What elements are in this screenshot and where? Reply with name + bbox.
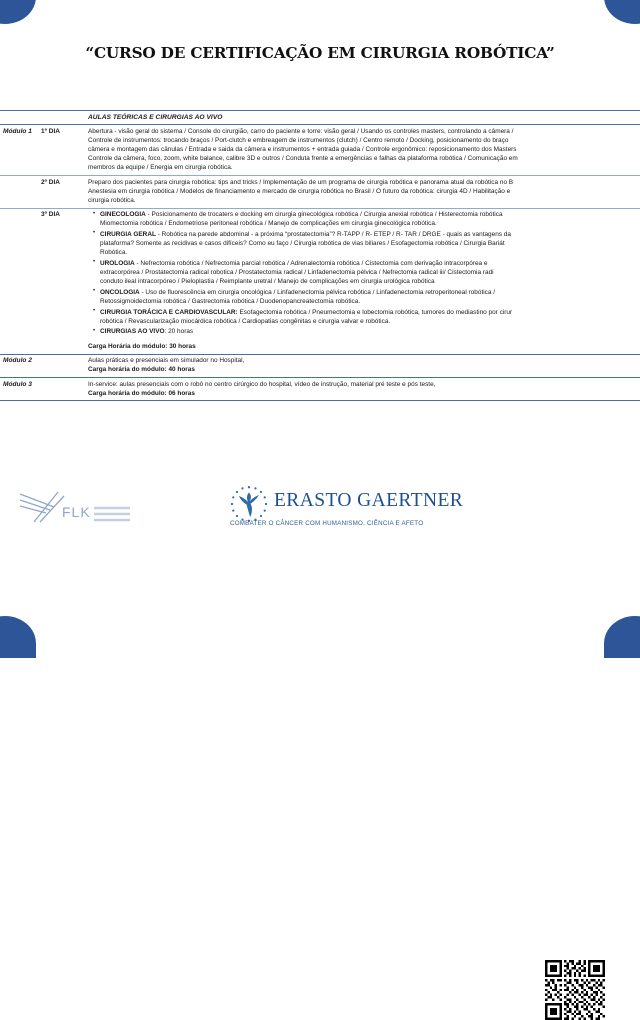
flk-logo-text: FLK [62, 504, 91, 520]
module-3-content [85, 378, 640, 401]
table-row [0, 125, 640, 176]
corner-decoration-bottom-right [604, 616, 640, 658]
day-2-line: Preparo dos pacientes para cirurgia robótica: tips and tricks / Implementação de um programa de cirurgia robótica e panorama atual da robótica no B [88, 178, 514, 186]
erasto-gaertner-logo [228, 482, 464, 534]
specialty-list [88, 210, 640, 337]
day-label-2: 2º DIA [38, 176, 85, 208]
module-2-description: Aulas práticas e presenciais em simulador no Hospital, [88, 357, 245, 365]
specialty-cont: extracorpórea / Prostatectomia radical robotica / Prostatectomia radical / Linfadenectomia pélvica / Nefrectomia radical iii/ Cistectomia radi [100, 269, 494, 277]
list-item [100, 308, 640, 326]
document-title: “CURSO DE CERTIFICAÇÃO EM CIRURGIA ROBÓTICA” [85, 44, 555, 62]
specialty-cont: Retossigmoidectomia robótica / Gastrectomia robótica / Duodenopancreatectomia robótica. [100, 298, 361, 306]
corner-decoration-top-left [0, 0, 36, 24]
specialty-lead: - Nefrectomia robótica / Nefrectomia parcial robótica / Adrenalectomia robótica / Cistectomia com derivação intracorpórea e [134, 259, 488, 267]
day-1-line: câmera e montagem das cânulas / Entrada e saida da câmera e instrumentos + entrada guiada / Controle ergonômico: reposicionamento dos Masters [88, 146, 517, 154]
module-label-1: Módulo 1 [3, 127, 32, 135]
specialty-cont: plataforma? Somente as recidivas e casos difíceis? Como eu faço / Cirurgia robótica de vias biliares / Esofagectomia robótica / Cirurgia Bariát [100, 240, 505, 248]
specialty-heading: CIRURGIA GERAL [100, 230, 156, 238]
specialty-heading: ONCOLOGIA [100, 288, 140, 296]
day-3-content [85, 208, 640, 341]
header-day-cell [38, 111, 85, 125]
qr-code[interactable] [545, 960, 605, 1020]
day-2-content [85, 176, 640, 208]
erasto-gaertner-bird-icon [239, 493, 259, 518]
module-2-total-hours: Carga horária do módulo: 40 horas [88, 366, 195, 374]
header-module-cell [0, 111, 38, 125]
day-spacer [38, 354, 85, 377]
specialty-lead: - Uso de fluorescência em cirurgia oncológica / Linfadenectomia pélvica robótica / Linfadenectomia retroperitoneal robótica / [139, 288, 496, 296]
flk-logo-icon [14, 488, 134, 528]
corner-decoration-bottom-left [0, 616, 36, 658]
day-1-content [85, 125, 640, 176]
specialty-heading: UROLOGIA [100, 259, 135, 267]
day-label-3: 3º DIA [38, 208, 85, 341]
module-2-content [85, 354, 640, 377]
list-item [100, 327, 640, 336]
list-item [100, 259, 640, 286]
module-spacer [0, 208, 38, 341]
module-1-total-hours: Carga Horária do módulo: 30 horas [88, 343, 196, 351]
list-item [100, 230, 640, 257]
specialty-cont: Robótica. [100, 249, 128, 257]
specialty-lead: - Posicionamento de trocaters e docking em cirurgia ginecológica robótica / Cirurgia anexial robótica / Histerectomia robótica [145, 211, 503, 219]
specialty-cont: robótica / Revascularização miocárdica robótica / Cardiopatias congênitas e cirurgia valvar e robótica. [100, 317, 391, 325]
module-label-2: Módulo 2 [0, 354, 38, 377]
list-item [100, 210, 640, 228]
day-1-line: Controle da câmera, foco, zoom, white balance, calibre 3D e outros / Conduta frente a emergências e falhas da plataforma robótica / Comunicação em [88, 155, 518, 163]
day-1-line: Controle de instrumentos: trocando braços / Port-clutch e embreagem de instrumentos (clutch) / Centro remoto / Docking, posicionamento do braço [88, 137, 509, 145]
day-1-line: Abertura - visão geral do sistema / Console do cirurgião, carro do paciente e torre: visão geral / Usando os controles masters, controlando a câmera / [88, 127, 514, 135]
table-row [0, 176, 640, 208]
specialty-lead: Esofagectomia robótica / Pneumectomia e lobectomia robótica, tumores do mediastino por cirur [237, 308, 513, 316]
table-row [0, 208, 640, 341]
erasto-gaertner-tagline: COMBATER O CÂNCER COM HUMANISMO, CIÊNCIA E AFETO [230, 520, 424, 527]
corner-decoration-top-right [604, 0, 640, 24]
specialty-cont: conduto ileal intracorpóreo / Pieloplastia / Reimplante uretral / Manejo de complicações em cirurgia urológica robótica [100, 278, 435, 286]
module-spacer [0, 341, 38, 355]
day-label-1: 1º DIA [41, 127, 60, 135]
day-spacer [38, 341, 85, 355]
erasto-gaertner-name: ERASTO GAERTNER [274, 490, 464, 511]
day-2-line: cirurgia robótica. [88, 196, 136, 204]
day-2-line: Anestesia em cirurgia robótica / Modelos de financiamento e mercado de cirurgia robótica no Brasil / O futuro da robótica: cirurgia 4D / Habilitação e [88, 187, 511, 195]
specialty-heading: CIRURGIA TORÁCICA E CARDIOVASCULAR: [100, 308, 238, 316]
table-row [0, 341, 640, 355]
flk-logo [14, 488, 134, 528]
specialty-heading: GINECOLOGIA [100, 211, 146, 219]
specialty-lead: - Robótica na parede abdominal - a próxima “prostatectomia”? R-TAPP / R- ETEP / R- TAR / DRGE - quais as vantagens da [155, 230, 511, 238]
module-spacer [0, 176, 38, 208]
day-1-line: membros da equipe / Energia em cirurgia robótica. [88, 164, 233, 172]
list-item [100, 288, 640, 306]
specialty-cont: Miomectomia robótica / Endometriose peritoneal robótica / Manejo de complicações em cirurgia ginecológica robótica. [100, 220, 437, 228]
module-3-total-hours: Carga horária do módulo: 06 horas [88, 389, 195, 397]
course-schedule-table [0, 110, 640, 401]
table-row [0, 354, 640, 377]
day-spacer [38, 378, 85, 401]
table-row [0, 378, 640, 401]
header-body-cell: AULAS TEÓRICAS E CIRURGIAS AO VIVO [85, 111, 640, 125]
specialty-lead: : 20 horas [164, 328, 194, 336]
module-label-3: Módulo 3 [0, 378, 38, 401]
footer [0, 478, 640, 588]
specialty-heading: CIRURGIAS AO VIVO [100, 328, 165, 336]
module-3-description: In-service: aulas presenciais com o robô no centro cirúrgico do hospital, vídeo de instrução, material pré teste e pós teste, [88, 380, 436, 388]
table-header-row [0, 111, 640, 125]
